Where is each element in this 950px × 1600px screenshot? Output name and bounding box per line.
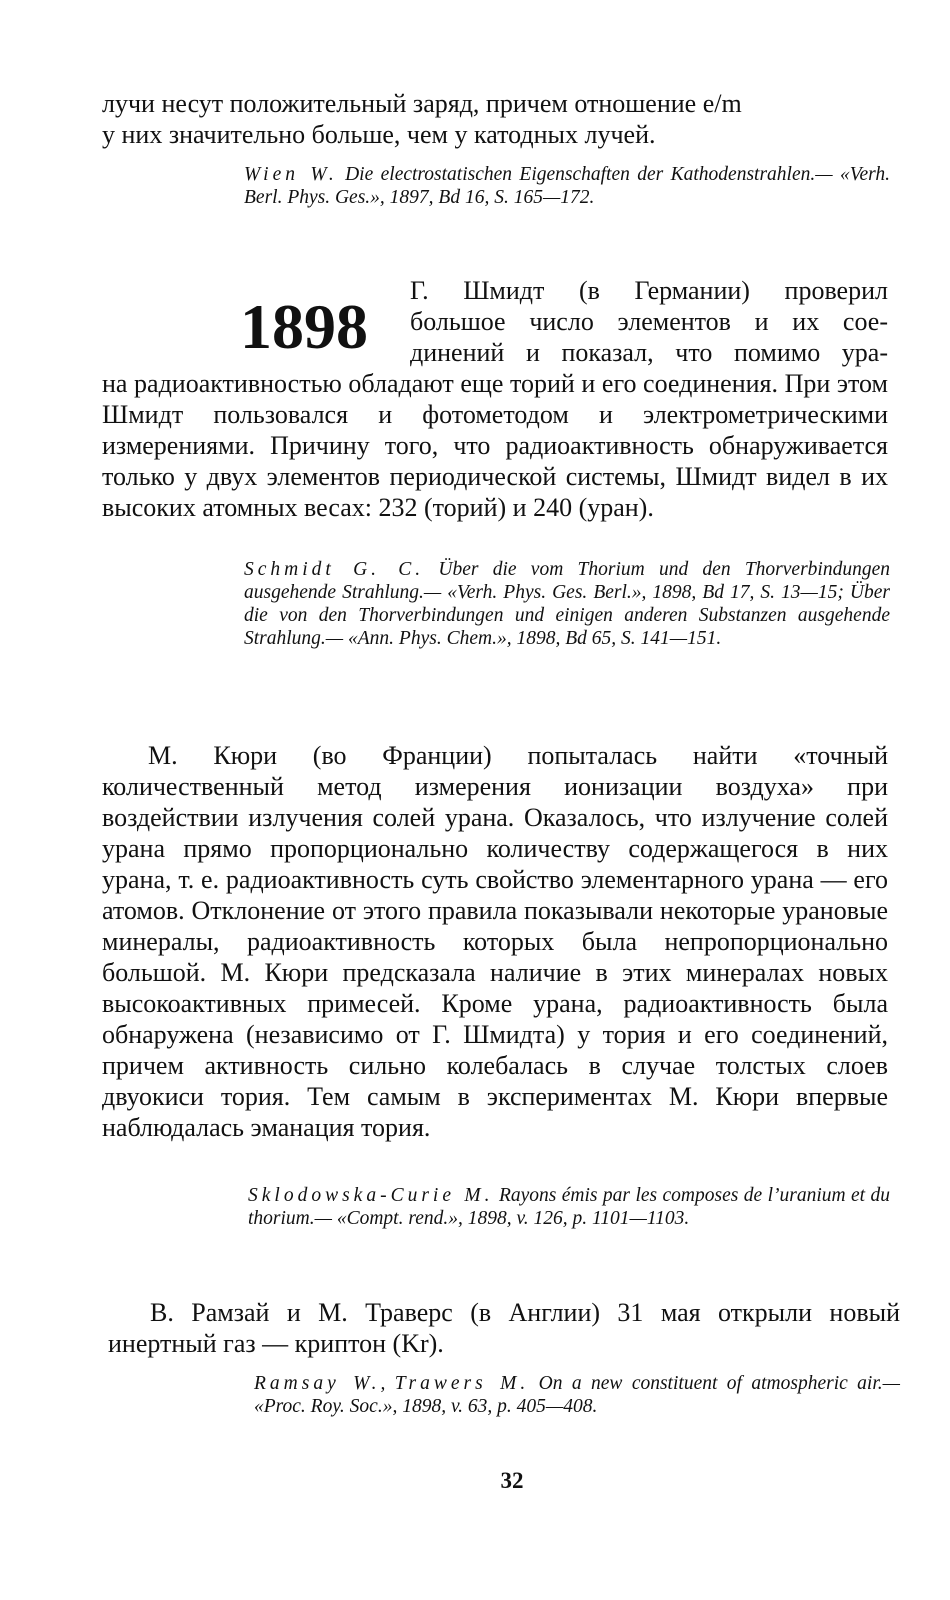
reference-author: Schmidt G. C. [244,559,425,580]
reference-separator: , [380,1373,395,1394]
schmidt-line-3: динений и показал, что помимо ура- [410,338,888,367]
reference-text: Die electrostatischen Eigenschaften der Kathodenstrahlen.— «Verh. Berl. Phys. Ges.», 1897, Bd 16, S. 165—172. [244,164,890,208]
year-heading: 1898 [240,291,368,362]
intro-line-1: лучи несут положительный заряд, причем отношение e/m [102,89,742,118]
schmidt-paragraph: на радиоактивностью обладают еще торий и его соединения. При этом Шмидт пользовался и фотометодом и электрометрическими измерениями. Причину того, что радиоактивность обнаруживается только у двух элементов периодической системы, Шмидт видел в их высоких атомных весах: 232 (торий) и 240 (уран). [102,369,888,522]
schmidt-line-1: Г. Шмидт (в Германии) проверил [410,276,888,305]
reference-text: On a new constituent of atmospheric air.— «Proc. Roy. Soc.», 1898, v. 63, p. 405—408. [254,1373,900,1417]
reference-author: Sklodowska-Curie M. [248,1185,494,1206]
reference-text: Über die vom Thorium und den Thorverbindungen ausgehende Strahlung.— «Verh. Phys. Ges. Berl.», 1898, Bd 17, S. 13—15; Über die von den Thorverbindungen und einigen anderen Substanzen ausgehende Strahlung.— «Ann. Phys. Chem.», 1898, Bd 65, S. 141—151. [244,559,890,649]
reference-author: Ramsay W. [254,1373,381,1394]
reference-text: Rayons émis par les composes de l’uranium et du thorium.— «Compt. rend.», 1898, v. 126, p. 1101—1103. [248,1185,890,1229]
reference-curie [248,1184,890,1230]
reference-schmidt [244,558,890,650]
reference-author: Trawers M. [394,1373,530,1394]
reference-ramsay [254,1372,900,1418]
intro-line-2: у них значительно больше, чем у катодных лучей. [102,120,656,149]
reference-author: Wien W. [244,164,338,185]
schmidt-line-2: большое число элементов и их сое- [410,307,888,336]
reference-wien [244,163,890,209]
ramsay-paragraph: В. Рамзай и М. Траверс (в Англии) 31 мая открыли новый инертный газ — криптон (Kr). [108,1298,900,1358]
curie-paragraph: М. Кюри (во Франции) попыталась найти «точный количественный метод измерения ионизации воздуха» при воздействии излучения солей урана. Оказалось, что излучение солей урана прямо пропорционально количеству содержащегося в них урана, т. е. радиоактивность суть свойство элементарного урана — его атомов. Отклонение от этого правила показывали некоторые урановые минералы, радиоактивность которых была непропорционально большой. М. Кюри предсказала наличие в этих минералах новых высокоактивных примесей. Кроме урана, радиоактивность была обнаружена (независимо от Г. Шмидта) у тория и его соединений, причем активность сильно колебалась в случае толстых слоев двуокиси тория. Тем самым в экспериментах М. Кюри впервые наблюдалась эманация тория. [102,741,888,1142]
page-number: 32 [500,1468,524,1493]
